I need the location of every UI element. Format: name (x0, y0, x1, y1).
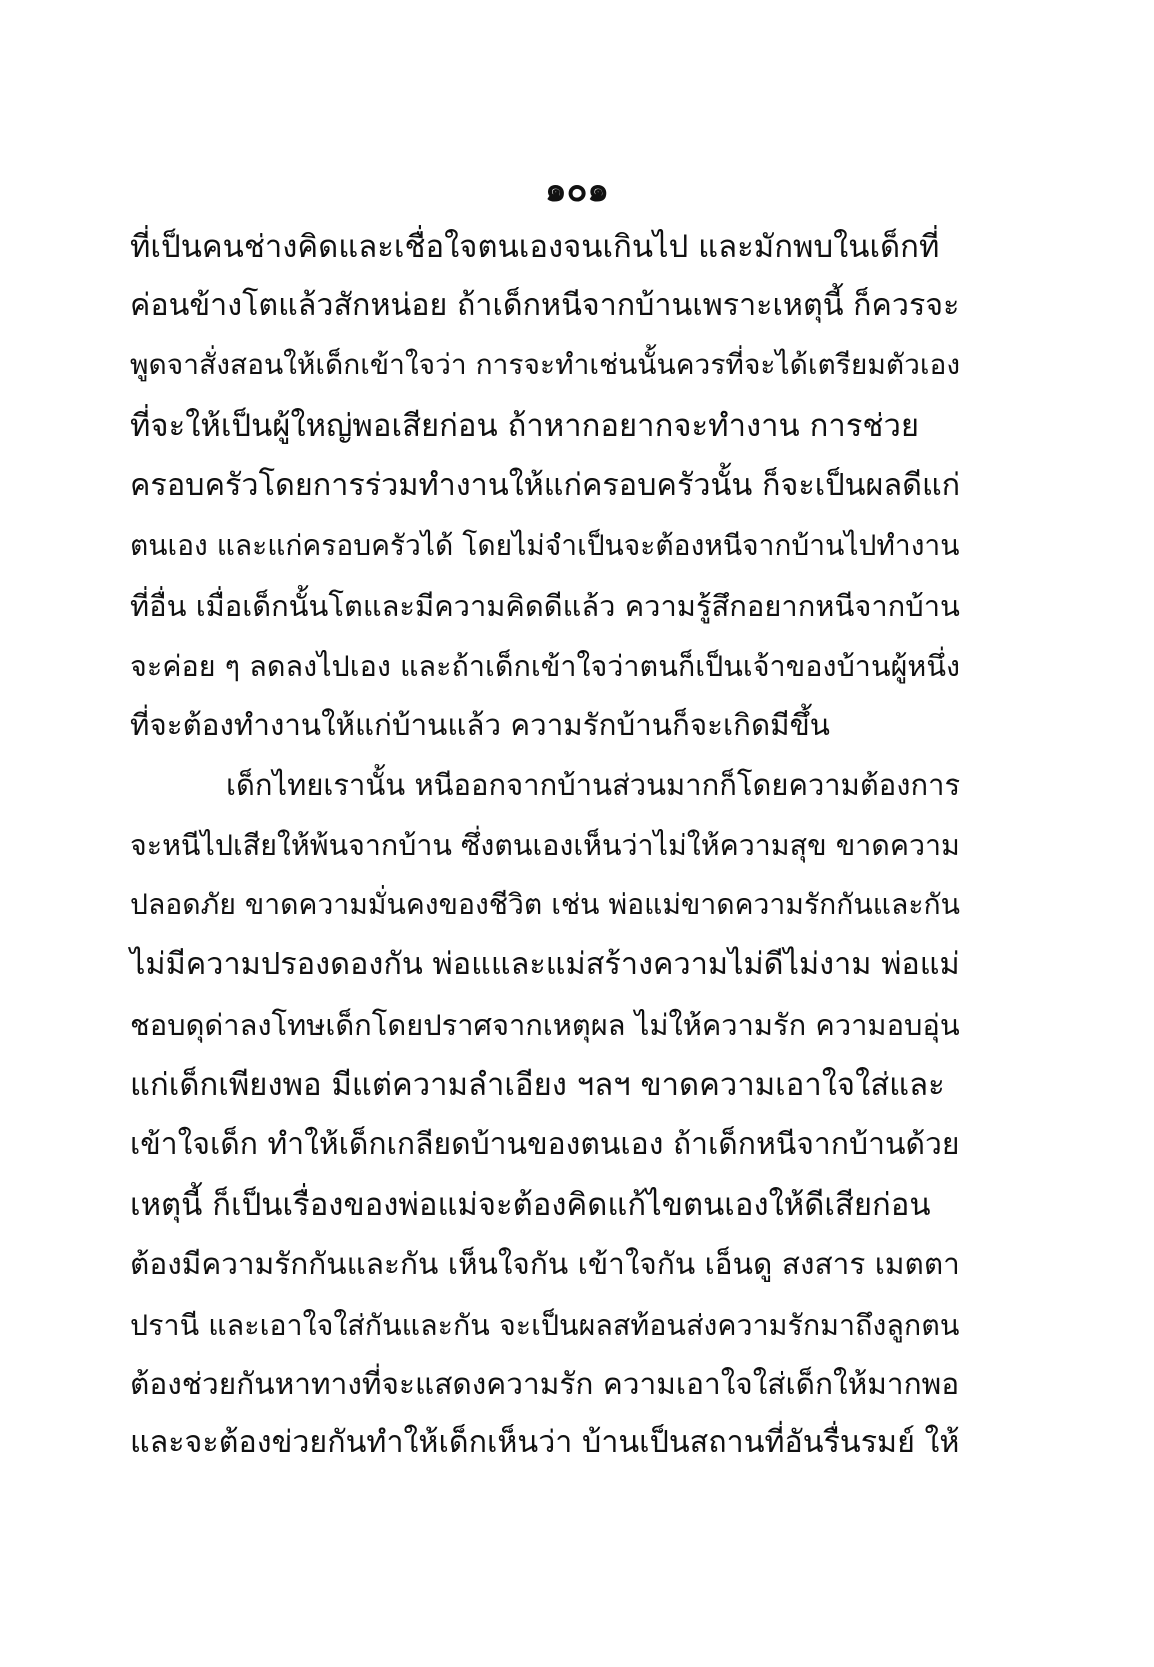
page-number: ๑๐๑ (545, 170, 609, 210)
text-line-4: ที่จะให้เป็นผู้ใหญ่พอเสียก่อน ถ้าหากอยากจะทำงาน การช่วย (130, 408, 920, 444)
text-line-9: ที่จะต้องทำงานให้แก่บ้านแล้ว ความรักบ้านก็จะเกิดมีขึ้น (130, 708, 830, 742)
text-line-7: ที่อื่น เมื่อเด็กนั้นโตและมีความคิดดีแล้ว ความรู้สึกอยากหนีจากบ้าน (130, 589, 960, 623)
text-line-15: แก่เด็กเพียงพอ มีแต่ความลำเอียง ฯลฯ ขาดความเอาใจใส่และ (130, 1067, 945, 1103)
text-line-1: ที่เป็นคนช่างคิดและเชื่อใจตนเองจนเกินไป และมักพบในเด็กที่ (130, 229, 940, 265)
text-line-11: จะหนีไปเสียให้พ้นจากบ้าน ซึ่งตนเองเห็นว่าไม่ให้ความสุข ขาดความ (130, 828, 960, 862)
text-line-14: ชอบดุด่าลงโทษเด็กโดยปราศจากเหตุผล ไม่ให้ความรัก ความอบอุ่น (130, 1008, 960, 1042)
text-line-18: ต้องมีความรักกันและกัน เห็นใจกัน เข้าใจกัน เอ็นดู สงสาร เมตตา (130, 1247, 960, 1282)
text-line-6: ตนเอง และแก่ครอบครัวได้ โดยไม่จำเป็นจะต้องหนีจากบ้านไปทำงาน (130, 529, 960, 562)
text-line-5: ครอบครัวโดยการร่วมทำงานให้แก่ครอบครัวนั้น ก็จะเป็นผลดีแก่ (130, 468, 961, 503)
text-line-17: เหตุนี้ ก็เป็นเรื่องของพ่อแม่จะต้องคิดแก้ไขตนเองให้ดีเสียก่อน (130, 1187, 931, 1223)
text-line-19: ปรานี และเอาใจใส่กันและกัน จะเป็นผลสท้อนส่งความรักมาถึงลูกตน (130, 1308, 960, 1342)
text-line-16: เข้าใจเด็ก ทำให้เด็กเกลียดบ้านของตนเอง ถ้าเด็กหนีจากบ้านด้วย (130, 1127, 960, 1162)
text-line-21: และจะต้องข่วยกันทำให้เด็กเห็นว่า บ้านเป็นสถานที่อันรื่นรมย์ ให้ (130, 1425, 960, 1460)
text-line-3: พูดจาสั่งสอนให้เด็กเข้าใจว่า การจะทำเช่นนั้นควรที่จะได้เตรียมตัวเอง (130, 348, 961, 381)
text-line-2: ค่อนข้างโตแล้วสักหน่อย ถ้าเด็กหนีจากบ้านเพราะเหตุนี้ ก็ควรจะ (130, 288, 960, 323)
text-line-8: จะค่อย ๆ ลดลงไปเอง และถ้าเด็กเข้าใจว่าตนก็เป็นเจ้าของบ้านผู้หนึ่ง (130, 649, 960, 683)
text-line-13: ไม่มีความปรองดองกัน พ่อแและแม่สร้างความไม่ดีไม่งาม พ่อแม่ (130, 947, 960, 982)
text-line-20: ต้องช่วยกันหาทางที่จะแสดงความรัก ความเอาใจใส่เด็กให้มากพอ (130, 1367, 960, 1402)
text-line-12: ปลอดภัย ขาดความมั่นคงของชีวิต เช่น พ่อแม่ขาดความรักกันและกัน (130, 888, 961, 921)
text-line-10: เด็กไทยเรานั้น หนีออกจากบ้านส่วนมากก็โดยความต้องการ (226, 768, 961, 802)
